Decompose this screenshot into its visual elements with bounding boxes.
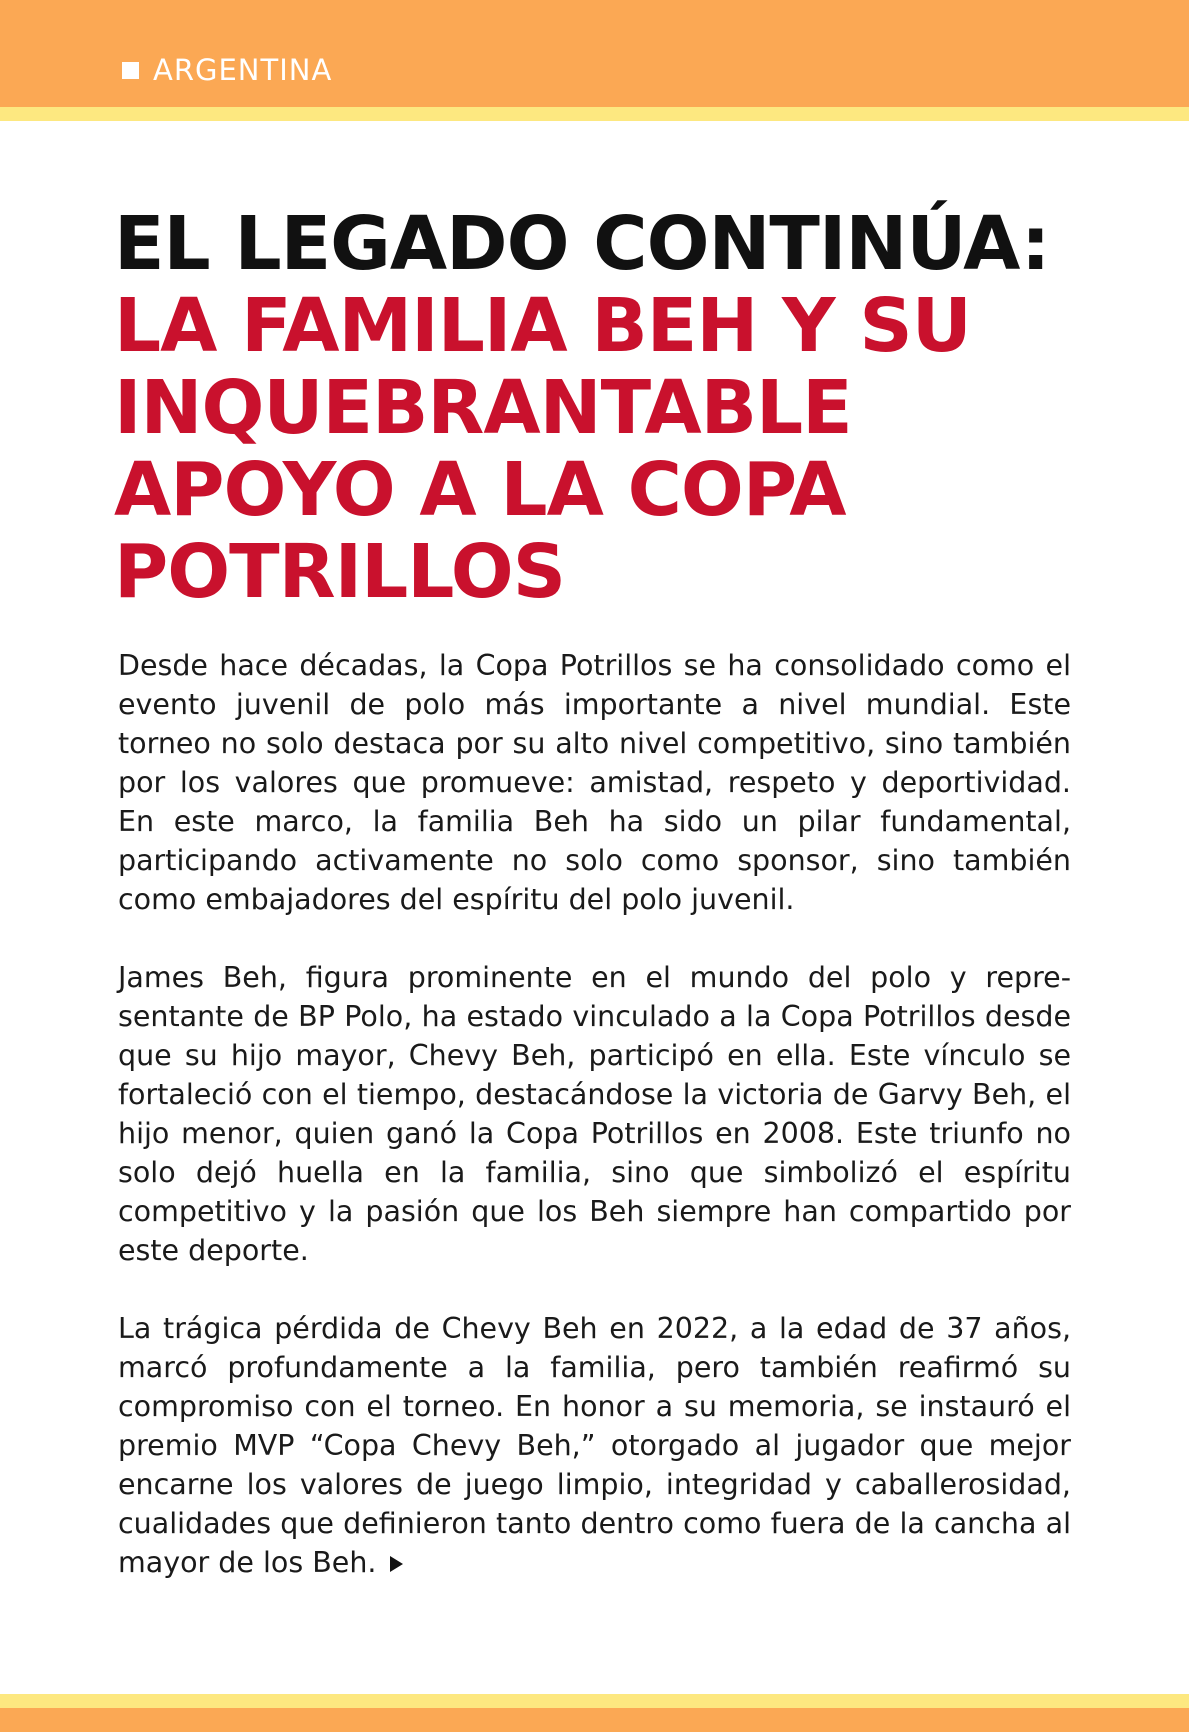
square-icon	[122, 62, 139, 79]
headline-red: LA FAMILIA BEH Y SU INQUEBRANTABLE APOYO A LA COPA POTRILLOS	[114, 283, 971, 615]
section-name: ARGENTINA	[153, 53, 333, 87]
headline-black: EL LEGADO CONTINÚA:	[114, 201, 1050, 287]
article-body	[118, 646, 1071, 1621]
paragraph-3	[118, 1309, 1071, 1582]
play-arrow-icon	[390, 1556, 403, 1572]
footer-band	[0, 1708, 1189, 1732]
article-headline	[114, 203, 1094, 613]
paragraph-3-text: La trágica pérdida de Chevy Beh en 2022, a la edad de 37 años, marcó profundamente a la familia, pero también reafirmó su compromiso con el torneo. En honor a su memoria, se instauró el premio MVP “Copa Chevy Beh,” otorgado al jugador que mejor encarne los valores de juego limpio, integridad y caballerosidad, cualidades que definieron tanto dentro como fuera de la cancha al mayor de los Beh.	[118, 1312, 1071, 1579]
header-stripe	[0, 107, 1189, 121]
paragraph-2: James Beh, figura prominente en el mundo del polo y representante de BP Polo, ha estado vinculado a la Copa Potrillos desde que su hijo mayor, Chevy Beh, participó en ella. Este vínculo se fortaleció con el tiempo, destacándose la victoria de Garvy Beh, el hijo menor, quien ganó la Copa Potrillos en 2008. Este triunfo no solo dejó huella en la familia, sino que simbolizó el espíritu competitivo y la pasión que los Beh siempre han compartido por este deporte.	[118, 961, 1071, 1267]
footer-stripe	[0, 1694, 1189, 1708]
section-label	[122, 50, 332, 90]
paragraph-1: Desde hace décadas, la Copa Potrillos se ha consolidado como el evento juvenil de polo más importante a nivel mundial. Este torneo no solo destaca por su alto nivel competitivo, sino también por los valores que promueve: amistad, respeto y deportividad. En este marco, la familia Beh ha sido un pilar fundamental, participando activamente no solo como sponsor, sino también como embajadores del espíritu del polo juvenil.	[118, 649, 1071, 916]
